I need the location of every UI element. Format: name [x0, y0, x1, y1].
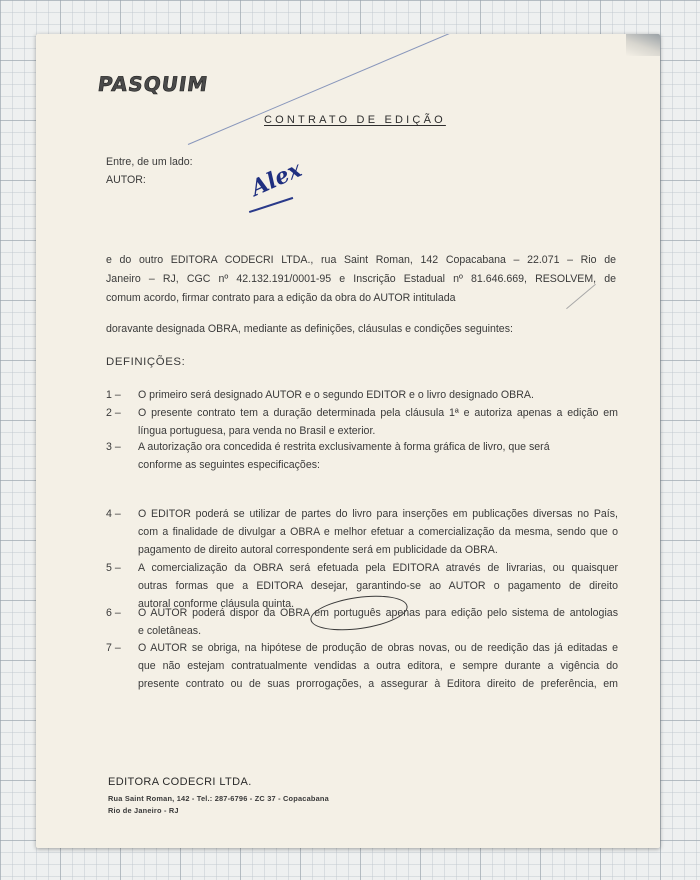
clause-number: 1 – — [106, 389, 121, 401]
party-line-1: e do outro EDITORA CODECRI LTDA., rua Saint Roman, 142 Copacabana – 22.071 – Rio de — [106, 254, 616, 266]
intro-line: Entre, de um lado: — [106, 156, 193, 168]
pen-stroke — [188, 34, 529, 145]
folded-corner — [626, 34, 660, 56]
footer-city: Rio de Janeiro - RJ — [108, 806, 179, 815]
clause-line: O AUTOR poderá dispor da OBRA em português apenas para edição pelo sistema de antologias — [138, 607, 618, 619]
clause-line: O EDITOR poderá se utilizar de partes do livro para inserções em publicações diversas no País, — [138, 508, 618, 520]
pasquim-logo: PASQUIM — [96, 72, 210, 96]
clause-line: outras formas que a EDITORA desejar, garantindo-se ao AUTOR o pagamento de direito — [138, 580, 618, 592]
contract-page — [36, 34, 660, 848]
author-signature: Alex — [246, 156, 306, 202]
clause-number: 6 – — [106, 607, 121, 619]
handwritten-circle — [308, 590, 409, 635]
footer-address: Rua Saint Roman, 142 - Tel.: 287-6796 - ZC 37 - Copacabana — [108, 794, 329, 803]
clause-line: com a finalidade de divulgar a OBRA e melhor efetuar a comercialização da mesma, sendo que o — [138, 526, 618, 538]
clause-number: 3 – — [106, 441, 121, 453]
clause-line: presente contrato ou de suas prorrogações, a assegurar à Editora direito de preferência, em — [138, 678, 618, 690]
clause-line: pagamento de direito autoral correspondente será em publicidade da OBRA. — [138, 544, 498, 556]
clause-number: 5 – — [106, 562, 121, 574]
clause-line: O presente contrato tem a duração determinada pela cláusula 1ª e autoriza apenas a edição em — [138, 407, 618, 419]
author-label: AUTOR: — [106, 174, 146, 186]
clause-number: 2 – — [106, 407, 121, 419]
footer-company: EDITORA CODECRI LTDA. — [108, 776, 252, 788]
clause-line: língua portuguesa, para venda no Brasil e exterior. — [138, 425, 376, 437]
clause-line: A comercialização da OBRA será efetuada pela EDITORA através de livrarias, ou quaisquer — [138, 562, 618, 574]
clause-line: O AUTOR se obriga, na hipótese de produção de obras novas, ou de reedição das já editadas e — [138, 642, 618, 654]
clause-line: O primeiro será designado AUTOR e o segundo EDITOR e o livro designado OBRA. — [138, 389, 534, 401]
definitions-heading: DEFINIÇÕES: — [106, 356, 186, 368]
document-title: CONTRATO DE EDIÇÃO — [264, 114, 446, 126]
clause-number: 4 – — [106, 508, 121, 520]
clause-line: que não estejam contratualmente vendidas a outra editora, e sempre durante a vigência do — [138, 660, 618, 672]
clause-number: 7 – — [106, 642, 121, 654]
clause-line: A autorização ora concedida é restrita exclusivamente à forma gráfica de livro, que será — [138, 441, 550, 453]
clause-line: autoral conforme cláusula quinta. — [138, 598, 295, 610]
designation-line: doravante designada OBRA, mediante as definições, cláusulas e condições seguintes: — [106, 323, 513, 335]
clause-line: conforme as seguintes especificações: — [138, 459, 320, 471]
party-line-2: Janeiro – RJ, CGC nº 42.132.191/0001-95 e Inscrição Estadual nº 81.646.669, RESOLVEM, de — [106, 273, 616, 285]
signature-underline — [249, 197, 293, 213]
party-line-3: comum acordo, firmar contrato para a edição da obra do AUTOR intitulada — [106, 292, 456, 304]
clause-line: e coletâneas. — [138, 625, 202, 637]
